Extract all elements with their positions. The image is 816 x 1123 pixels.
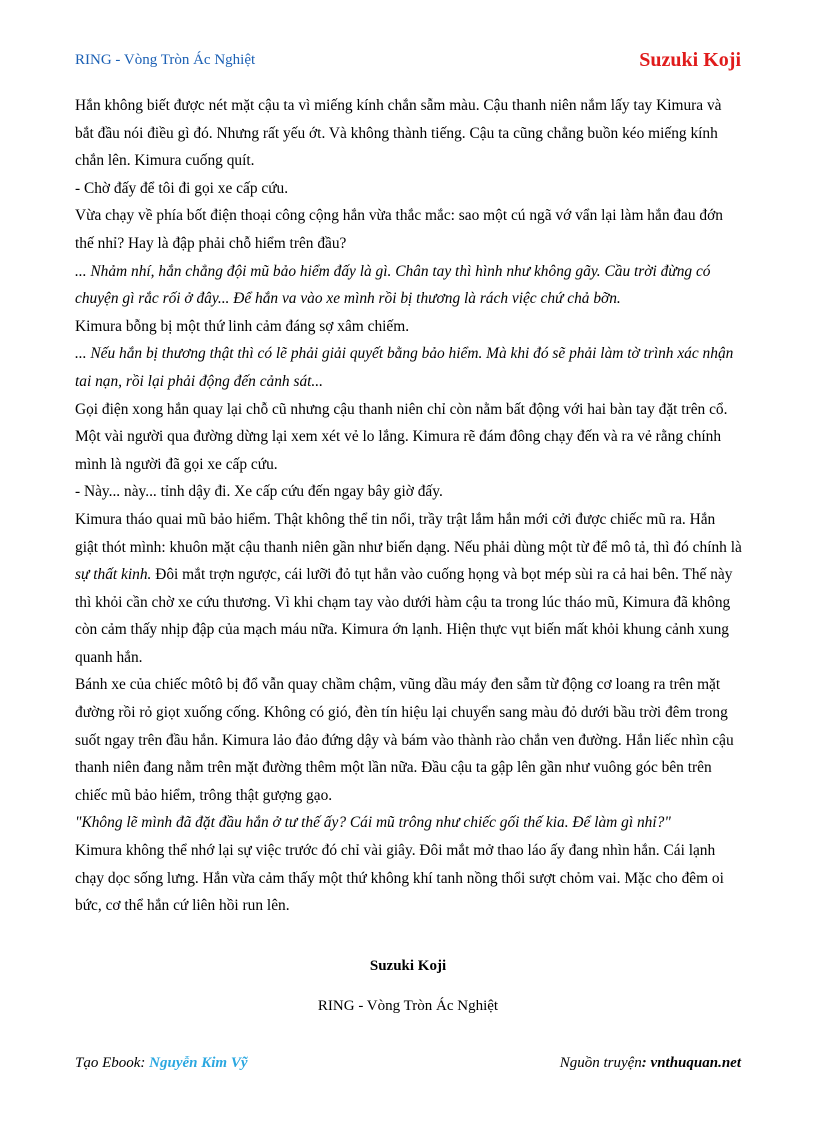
dialogue-line: - Này... này... tỉnh dậy đi. Xe cấp cứu đến ngay bây giờ đấy. bbox=[75, 483, 443, 501]
paragraph: Vừa chạy về phía bốt điện thoại công cộng hắn vừa thắc mắc: sao một cú ngã vớ vẩn lại làm hắn đau đớn thế nhỉ? Hay là đập phải chỗ hiểm trên đầu? bbox=[75, 207, 723, 252]
footer-ebook-credit bbox=[75, 1055, 248, 1072]
inner-thought: "Không lẽ mình đã đặt đầu hắn ở tư thế ấy? Cái mũ trông như chiếc gối thế kia. Để làm gì nhỉ?" bbox=[75, 814, 671, 832]
paragraph-text: Đôi mắt trợn ngược, cái lưỡi đỏ tụt hẳn vào cuống họng và bọt mép sùi ra cả hai bên. Thế này thì khỏi cần chờ xe cứu thương. Vì khi chạm tay vào dưới hàm cậu ta trong lúc tháo mũ, Kimura đã không còn cảm thấy nhịp đập của mạch máu nữa. Kimura ớn lạnh. Hiện thực vụt biến mất khỏi khung cảnh xung quanh hắn. bbox=[75, 566, 733, 666]
credit-author: Suzuki Koji bbox=[369, 958, 447, 974]
paragraph: Kimura không thể nhớ lại sự việc trước đó chỉ vài giây. Đôi mắt mở thao láo ấy đang nhìn hắn. Cái lạnh chạy dọc sống lưng. Hắn vừa cảm thấy một thứ không khí tanh nồng thổi sượt chỏm vai. Mặc cho đêm oi bức, cơ thể hắn cứ liên hồi run lên. bbox=[75, 842, 724, 915]
paragraph-text: Kimura tháo quai mũ bảo hiểm. Thật không thể tin nổi, trầy trật lắm hắn mới cởi được chiếc mũ ra. Hắn giật thót mình: khuôn mặt cậu thanh niên gần như biến dạng. Nếu phải dùng một từ để mô tả, thì đó chính là bbox=[75, 510, 742, 556]
ebook-colon: : bbox=[140, 1055, 146, 1071]
ebook-label: Tạo Ebook bbox=[75, 1055, 141, 1071]
paragraph bbox=[75, 506, 742, 672]
paragraph: Bánh xe của chiếc môtô bị đổ vẫn quay chầm chậm, vũng dầu máy đen sẫm từ động cơ loang ra trên mặt đường rồi rỏ giọt xuống cống. Không có gió, đèn tín hiệu lại chuyển sang màu đỏ dưới bầu trời đêm trong suốt ngay trên đầu hắn. Kimura lảo đảo đứng dậy và bám vào thành rào chắn ven đường. Hắn liếc nhìn cậu thanh niên đang nằm trên mặt đường thêm một lần nữa. Đầu cậu ta gập lên gần như vuông góc bên trên chiếc mũ bảo hiểm, trông thật gượng gạo. bbox=[75, 676, 734, 804]
emphasis-text: sự thất kinh. bbox=[75, 566, 152, 584]
footer-source-credit bbox=[560, 1055, 741, 1072]
dialogue-line: - Chờ đấy để tôi đi gọi xe cấp cứu. bbox=[75, 179, 289, 197]
source-label: Nguồn truyện bbox=[559, 1055, 642, 1071]
paragraph: Kimura bỗng bị một thứ linh cảm đáng sợ xâm chiếm. bbox=[75, 317, 410, 335]
source-site: vnthuquan.net bbox=[650, 1055, 741, 1071]
header-book-title: RING - Vòng Tròn Ác Nghiệt bbox=[75, 52, 256, 68]
paragraph: Gọi điện xong hắn quay lại chỗ cũ nhưng cậu thanh niên chỉ còn nằm bất động với hai bàn tay đặt trên cổ. Một vài người qua đường dừng lại xem xét vẻ lo lắng. Kimura rẽ đám đông chạy đến và ra vẻ rằng chính mình là người đã gọi xe cấp cứu. bbox=[75, 400, 728, 473]
header-author: Suzuki Koji bbox=[639, 49, 741, 71]
story-body bbox=[75, 92, 742, 920]
source-colon: : bbox=[641, 1055, 647, 1071]
ebook-maker-name: Nguyễn Kim Vỹ bbox=[149, 1055, 248, 1071]
inner-thought: ... Nhảm nhí, hắn chẳng đội mũ bảo hiểm đấy là gì. Chân tay thì hình như không gãy. Cầu trời đừng có chuyện gì rắc rối ở đây... Để hắn va vào xe mình rồi bị thương là rách việc chứ chả bỡn. bbox=[75, 262, 711, 308]
paragraph: Hắn không biết được nét mặt cậu ta vì miếng kính chắn sẫm màu. Cậu thanh niên nắm lấy tay Kimura và bắt đầu nói điều gì đó. Nhưng rất yếu ớt. Và không thành tiếng. Cậu ta cũng chẳng buồn kéo miếng kính chắn lên. Kimura cuống quít. bbox=[75, 97, 722, 170]
credit-title: RING - Vòng Tròn Ác Nghiệt bbox=[317, 998, 499, 1014]
inner-thought: ... Nếu hắn bị thương thật thì có lẽ phải giải quyết bằng bảo hiểm. Mà khi đó sẽ phải làm tờ trình xác nhận tai nạn, rồi lại phải động đến cảnh sát... bbox=[75, 345, 734, 390]
